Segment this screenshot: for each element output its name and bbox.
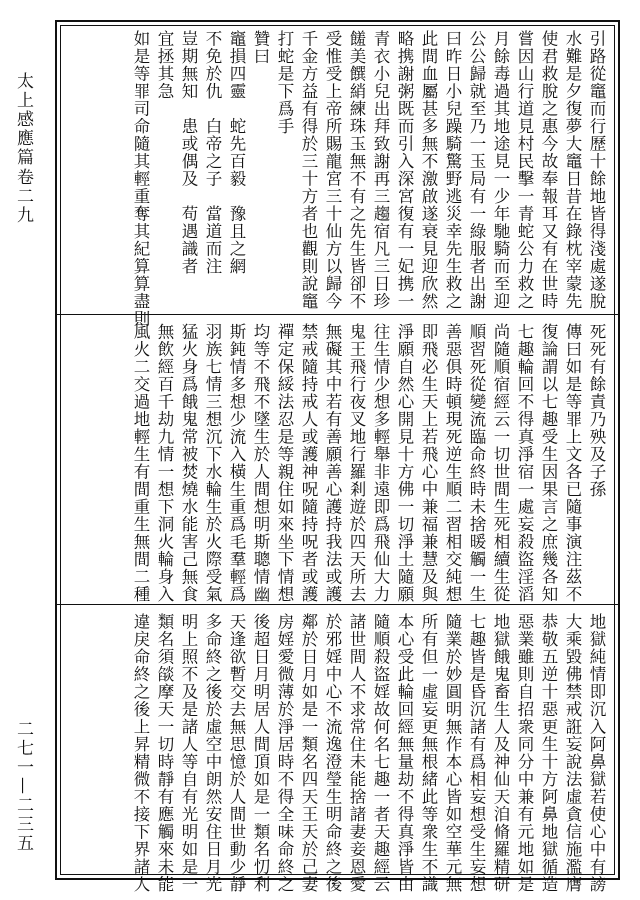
text-column: 羽族七情三想沉下水輪生於火際受氣 [203,323,222,603]
text-column: 淨願自然心開見十方佛一切淨土隨願 [395,323,414,603]
text-column: 所有但一虛妄更無根緒此等衆生不識 [419,613,438,893]
text-column: 斯鈍情多想少流入橫生重爲毛羣輕爲 [227,323,246,603]
text-column: 尚隨順宿經云一切世間生死相續生從 [491,323,510,603]
text-column: 月餘毒過其地途見一少年馳騎而至迎 [491,30,510,310]
text-column: 天逢欲暫交去無思憶於人間世動少靜 [227,613,246,893]
text-column: 於邪婬中心不流逸澄瑩生明命終之後 [323,613,342,893]
text-column: 均等不飛不墜生於人間想明斯聰情幽 [251,323,270,603]
text-column: 引路從竈而行歷十餘地皆得淺處遂脫 [587,30,606,310]
margin-volume: 卷二九 [13,168,33,225]
text-columns [128,613,608,893]
text-column: 鄰於日月如是一類名四天王天於己妻 [299,613,318,893]
text-column: 饈美饌綃練珠玉無不有之先生皆卻不 [347,30,366,310]
text-column: 打蛇是下爲手 [275,30,294,135]
margin-page-number: 二七一—二三五 [13,720,33,853]
text-column: 復論謂以七趣受生因果言之庶幾各知 [539,323,558,603]
text-column: 贊曰 [251,30,270,65]
text-column: 略携謝粥既而引入深宮復有一妃携一 [395,30,414,310]
text-column: 此間血屬甚多無不激啟遂衰見迎欣然 [419,30,438,310]
text-column: 隨業於妙圓明無作本心皆如空華元無 [443,613,462,893]
text-column: 隨順殺盜婬故何名七趣一者天趣經云 [371,613,390,893]
text-column: 多命終之後於虛空中朗然安住日月光 [203,613,222,893]
text-column: 死死有餘責乃殃及子孫 [587,323,606,498]
text-column: 嘗因山行道見村民擊一青蛇公力救之 [515,30,534,310]
margin-title: 太上感應篇 [13,72,33,167]
text-column: 使君救脫之惠今故奉報耳又有在世時 [539,30,558,310]
text-column: 本心受此輪回經無量劫不得真淨皆由 [395,613,414,893]
text-column: 七趣輪回不得真淨宿一處妄殺盜淫滔 [515,323,534,603]
text-column: 往生情少想多輕舉非遠即爲飛仙大力 [371,323,390,603]
text-column: 房婬愛微薄於淨居時不得全味命終之 [275,613,294,893]
text-column: 風火二交過地輕生有間重生無間二種 [131,323,150,603]
text-column: 諸世間人不求常住未能捨諸妻妾恩愛 [347,613,366,893]
text-column: 善惡俱時頓現死逆生順二習相交純想 [443,323,462,603]
text-column: 竈損四靈 蛇先百毅 豫且之網 [227,30,246,275]
text-column: 傳曰如是等罪上文各已隨事演注茲不 [563,323,582,603]
text-column: 受惟受上帝所賜龍宮三十仙方以歸今 [323,30,342,310]
text-column: 後超日月明居人間頂如是一類名忉利 [251,613,270,893]
register-middle [57,314,618,607]
text-column: 禪定保綏法忍是等親住如來坐下情想 [275,323,294,603]
text-column: 不免於仇 白帝之子 當道而注 [203,30,222,275]
text-column: 千金方益有得於三十方者也觀則說竈 [299,30,318,310]
text-column: 明上照不及是諸人等自有光明如是一 [179,613,198,893]
text-column: 公公歸就至乃一玉局有一綠服者出謝 [467,30,486,310]
text-columns [128,30,608,328]
text-column: 猛火身爲餓鬼常被焚燒水能害己無食 [179,323,198,603]
text-column: 順習死從變流臨命終時未捨暖觸一生 [467,323,486,603]
text-column: 水難是夕復夢大竈日昔在錄枕宰蒙先 [563,30,582,310]
text-column: 豈期無知 患或偶及 苟遇識者 [179,30,198,275]
page-frame [55,20,620,893]
text-column: 如是等罪司命隨其輕重奪其紀算算盡則 [131,30,150,328]
register-top [57,22,618,328]
text-columns [128,323,608,603]
text-column: 即飛必生天上若飛心中兼福兼慧及與 [419,323,438,603]
text-column: 地獄餓鬼畜生人及神仙天洎脩羅精研 [491,613,510,893]
text-column: 青衣小兒出拜致謝再三趨宿凡三日珍 [371,30,390,310]
text-column: 無礙其中若有善願善心護持我法或護 [323,323,342,603]
text-column: 無飲經百千劫九情一想下洞火輪身入 [155,323,174,603]
text-column: 地獄純情即沉入阿鼻獄若使心中有謗 [587,613,606,893]
text-column: 類名須燄摩天一切時靜有應觸來未能 [155,613,174,893]
text-column: 惡業雖則自招衆同分中兼有元地如是 [515,613,534,893]
text-column: 曰昨日小兒躁騎驚野逃災幸先生救之 [443,30,462,310]
text-column: 禁戒隨持戒人或護神呪隨持呪者或護 [299,323,318,603]
text-column: 違戾命終之後上昇精微不接下界諸人 [131,613,150,893]
text-column: 七趣皆是昏沉諸有爲相妄想受生妄想 [467,613,486,893]
text-column: 宜拯其急 [155,30,174,100]
register-bottom [57,604,618,893]
text-column: 恭敬五逆十惡更生十方阿鼻地獄循造 [539,613,558,893]
text-column: 大乘毀佛禁戒誑妄說法虛貪信施濫膺 [563,613,582,893]
text-column: 鬼王飛行夜叉地行羅剎遊於四天所去 [347,323,366,603]
